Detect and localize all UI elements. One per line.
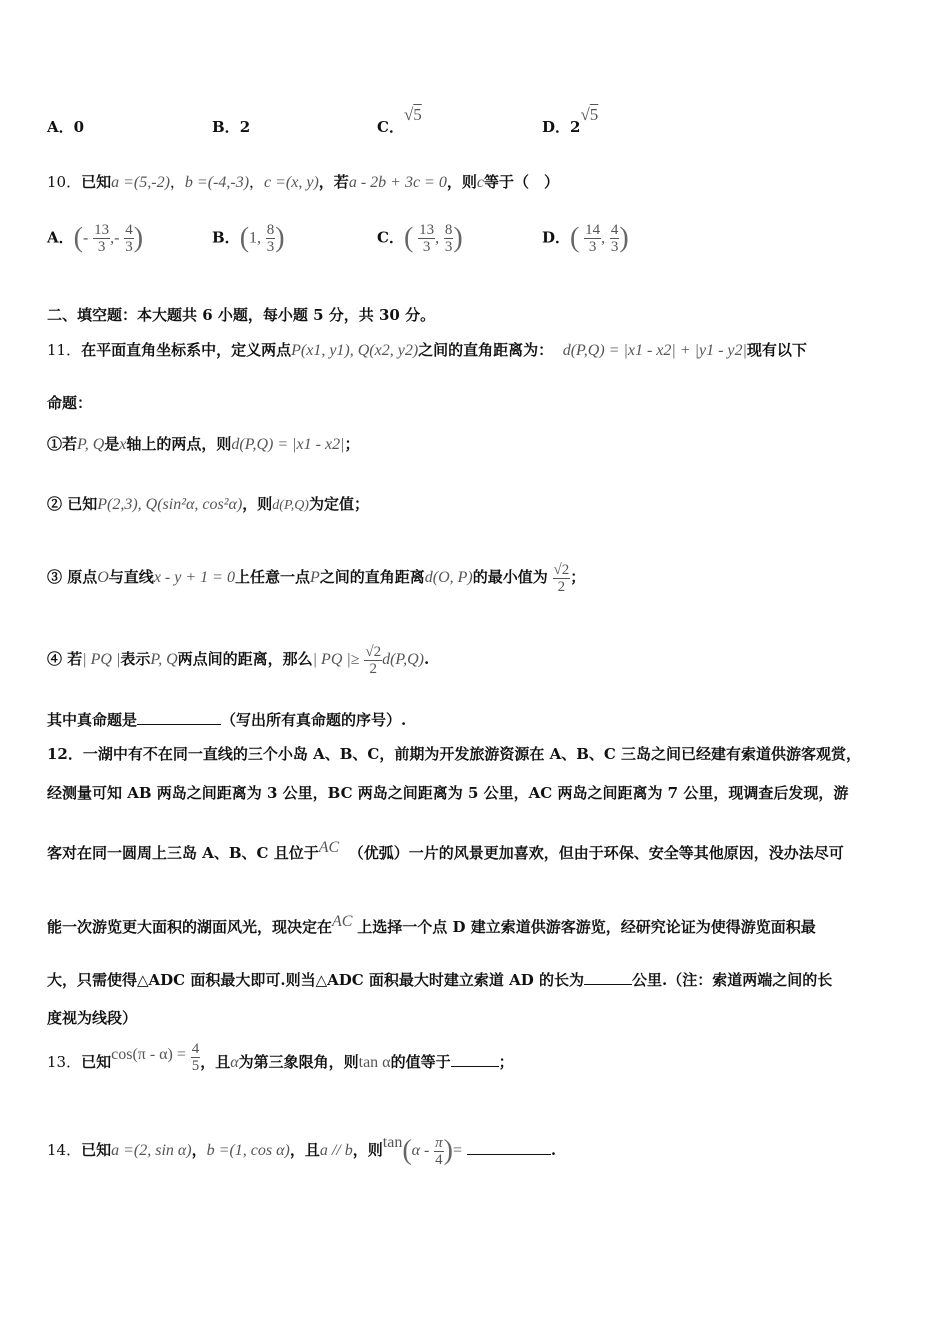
text: 已知 bbox=[81, 1053, 112, 1071]
arc-formula: AC bbox=[332, 913, 353, 930]
text: 为第三象限角，则 bbox=[238, 1053, 359, 1071]
q12-line-1: 12．一湖中有不在同一直线的三个小岛 A、B、C，前期为开发旅游资源在 A、B、C 三岛之间已经建有索道供游客观赏， bbox=[47, 745, 862, 763]
formula: d(P,Q) bbox=[272, 498, 309, 513]
answer-blank[interactable] bbox=[137, 710, 221, 725]
text: 两点间的距离，那么 bbox=[177, 650, 313, 668]
formula: P, Q bbox=[150, 651, 178, 668]
q10-stem: 10．已知a =(5,-2)，b =(-4,-3)，c =(x, y)，若a - 2b + 3c = 0，则c等于（ ） bbox=[47, 173, 559, 191]
text: ，且 bbox=[289, 1141, 320, 1159]
option-label: B． bbox=[212, 228, 240, 247]
option-label: B． bbox=[212, 118, 240, 136]
q10-option-d: D．( $\frac{14}{3}$ , $\frac{4}{3}$ ) bbox=[542, 222, 629, 255]
q14-stem: 14．已知a =(2, sin α)，b =(1, cos α)，且a // b，则tan(α - $\frac{\pi}{4}$ )= . bbox=[47, 1134, 557, 1168]
q11-stem-cont: 命题： bbox=[47, 394, 93, 412]
text: 是 bbox=[104, 435, 120, 453]
formula: a =(5,-2) bbox=[111, 174, 170, 191]
numerator: 14 bbox=[585, 222, 601, 238]
question-number: 13． bbox=[47, 1053, 82, 1071]
option-root: 5 bbox=[589, 105, 599, 124]
formula: P, Q bbox=[77, 436, 105, 453]
numerator: 13 bbox=[94, 222, 110, 238]
fraction bbox=[93, 222, 110, 255]
q9-option-b bbox=[212, 116, 250, 137]
numerator: π bbox=[435, 1134, 443, 1151]
text: （优弧）一片的风景更加喜欢，但由于环保、安全等其他原因，没办法尽可 bbox=[348, 844, 844, 862]
text: ，且 bbox=[200, 1053, 231, 1071]
q11-proposition-3 bbox=[47, 560, 585, 595]
q12-line-2: 经测量可知 AB 两岛之间距离为 3 公里，BC 两岛之间距离为 5 公里，AC 两岛之间距离为 7 公里，现调查后发现，游 bbox=[47, 784, 849, 802]
text: 已知 bbox=[81, 1141, 112, 1159]
fraction bbox=[191, 1041, 201, 1074]
q9-option-d: D．2√5 bbox=[542, 105, 599, 136]
formula: | PQ | bbox=[82, 651, 121, 668]
denominator: 3 bbox=[125, 239, 133, 255]
formula: d(P,Q) = |x1 - x2| bbox=[231, 436, 345, 453]
formula: = bbox=[453, 1142, 463, 1159]
text: ，则 bbox=[242, 495, 273, 513]
formula: a =(2, sin α) bbox=[111, 1142, 192, 1159]
question-number: 10． bbox=[47, 173, 82, 191]
text: （写出所有真命题的序号）. bbox=[221, 711, 407, 729]
text: 的最小值为 bbox=[472, 568, 548, 586]
formula: x - y + 1 = 0 bbox=[153, 569, 235, 586]
text: 上选择一个点 D 建立索道供游客游览，经研究论证为使得游览面积最 bbox=[357, 918, 816, 936]
formula: P bbox=[309, 569, 320, 586]
option-label: D． bbox=[542, 118, 571, 136]
formula: a - 2b + 3c = 0 bbox=[348, 174, 447, 191]
option-label: C． bbox=[377, 228, 404, 247]
text: 的值等于 bbox=[390, 1053, 451, 1071]
denominator: 3 bbox=[97, 239, 106, 255]
option-label: A． bbox=[47, 118, 74, 136]
denominator: 3 bbox=[444, 239, 453, 255]
numerator: 8 bbox=[266, 222, 275, 238]
numerator: √2 bbox=[365, 643, 382, 660]
formula: tan bbox=[382, 1134, 403, 1151]
text: ； bbox=[498, 1053, 514, 1071]
text: ， bbox=[191, 1141, 207, 1159]
text: 轴上的两点，则 bbox=[126, 435, 232, 453]
q10-option-a: A．(- $\frac{13}{3}$ ,- $\frac{4}{3}$ ) bbox=[47, 222, 144, 255]
formula: b =(1, cos α) bbox=[206, 1142, 290, 1159]
fraction bbox=[444, 222, 454, 255]
option-value: 0 bbox=[73, 118, 85, 136]
question-number: 14． bbox=[47, 1141, 82, 1159]
text: ④ 若 bbox=[47, 650, 83, 668]
text: 能一次游览更大面积的湖面风光，现决定在 bbox=[47, 918, 333, 936]
denominator: 4 bbox=[435, 1151, 443, 1168]
formula: P(x1, y1), Q(x2, y2) bbox=[291, 342, 419, 359]
denominator: 5 bbox=[191, 1057, 200, 1074]
q11-stem bbox=[47, 340, 807, 361]
fraction bbox=[124, 222, 134, 255]
option-value: 5 bbox=[413, 105, 422, 124]
numerator: 4 bbox=[125, 222, 133, 238]
denominator: 3 bbox=[588, 239, 597, 255]
denominator: 3 bbox=[610, 239, 619, 255]
text: 在平面直角坐标系中，定义两点 bbox=[81, 341, 292, 359]
q13-stem bbox=[47, 1042, 514, 1083]
q10-option-c: C．( $\frac{13}{3}$ , $\frac{8}{3}$ ) bbox=[377, 222, 463, 255]
text: 大，只需使得△ADC 面积最大即可.则当△ADC 面积最大时建立索道 AD 的长为 bbox=[47, 971, 584, 989]
formula: d(P,Q) bbox=[382, 651, 424, 668]
text: 公里.（注：索道两端之间的长 bbox=[632, 971, 833, 989]
text: 上任意一点 bbox=[234, 568, 310, 586]
denominator: 3 bbox=[422, 239, 431, 255]
q12-line-5 bbox=[47, 970, 832, 990]
formula: α bbox=[230, 1054, 239, 1071]
text: ； bbox=[570, 568, 586, 586]
q12-line-6: 度视为线段） bbox=[47, 1009, 138, 1027]
text: 之间的直角距离为： bbox=[418, 341, 554, 359]
text: 与直线 bbox=[108, 568, 154, 586]
text: . bbox=[424, 650, 430, 668]
value: 1, bbox=[249, 229, 262, 247]
fraction bbox=[266, 222, 276, 255]
denominator: 2 bbox=[557, 578, 566, 595]
answer-blank[interactable] bbox=[584, 970, 632, 985]
formula: c bbox=[476, 174, 484, 191]
numerator: 4 bbox=[191, 1040, 200, 1057]
option-value: 2 bbox=[239, 118, 251, 136]
q11-proposition-4 bbox=[47, 642, 429, 677]
text: 客对在同一圆周上三岛 A、B、C 且位于 bbox=[47, 844, 319, 862]
answer-blank[interactable] bbox=[467, 1140, 551, 1155]
text: 表示 bbox=[120, 650, 151, 668]
formula: b =(-4,-3) bbox=[184, 174, 250, 191]
numerator: 13 bbox=[419, 222, 435, 238]
text: 其中真命题是 bbox=[47, 711, 138, 729]
q9-option-a bbox=[47, 116, 84, 137]
text: ，则 bbox=[446, 173, 477, 191]
text: ③ 原点 bbox=[47, 568, 98, 586]
formula: a // b bbox=[319, 1142, 353, 1159]
denominator: 3 bbox=[266, 239, 275, 255]
sign: - bbox=[114, 229, 120, 247]
formula: O bbox=[97, 569, 109, 586]
formula: x bbox=[119, 436, 127, 453]
formula: α - bbox=[411, 1142, 430, 1159]
text: . bbox=[550, 1141, 557, 1159]
question-number: 11． bbox=[47, 341, 82, 359]
denominator: 2 bbox=[369, 660, 377, 677]
text: 已知 bbox=[81, 173, 112, 191]
formula: d(P,Q) = |x1 - x2| + |y1 - y2| bbox=[562, 342, 747, 359]
q10-option-b: B．(1, $\frac{8}{3}$ ) bbox=[212, 222, 285, 255]
fraction bbox=[418, 222, 435, 255]
formula: P(2,3), Q(sin²α, cos²α) bbox=[97, 496, 243, 513]
fraction bbox=[434, 1135, 444, 1168]
formula: | PQ |≥ bbox=[312, 651, 360, 668]
formula: c =(x, y) bbox=[264, 174, 319, 191]
text: 之间的直角距离 bbox=[319, 568, 425, 586]
formula: d(O, P) bbox=[424, 569, 473, 586]
answer-blank[interactable] bbox=[451, 1052, 499, 1067]
formula: cos(π - α) = bbox=[111, 1046, 186, 1063]
formula: tan α bbox=[358, 1054, 391, 1071]
fraction bbox=[584, 222, 601, 255]
option-label: A． bbox=[47, 228, 74, 247]
text: ； bbox=[344, 435, 360, 453]
text: 为定值； bbox=[308, 495, 369, 513]
text: 现有以下 bbox=[746, 341, 807, 359]
q9-option-c: C．√5 bbox=[377, 105, 422, 136]
sign: - bbox=[82, 229, 89, 247]
numerator: 8 bbox=[444, 222, 453, 238]
text: ，若 bbox=[318, 173, 349, 191]
fraction bbox=[553, 562, 571, 595]
q11-proposition-2 bbox=[47, 494, 369, 516]
q11-proposition-1 bbox=[47, 434, 359, 455]
option-value: 2 bbox=[570, 118, 581, 136]
numerator: √2 bbox=[553, 561, 570, 578]
section-heading: 二、填空题：本大题共 6 小题，每小题 5 分，共 30 分。 bbox=[47, 306, 436, 324]
text: 等于（ ） bbox=[483, 173, 559, 191]
fraction bbox=[364, 644, 382, 677]
arc-formula: AC bbox=[318, 839, 340, 856]
option-label: D． bbox=[542, 228, 571, 247]
numerator: 4 bbox=[610, 222, 619, 238]
text: ①若 bbox=[47, 435, 78, 453]
option-label: C． bbox=[377, 118, 404, 136]
q11-answer-line bbox=[47, 710, 406, 730]
text: ② 已知 bbox=[47, 495, 98, 513]
q12-line-4 bbox=[47, 912, 816, 943]
fraction bbox=[610, 222, 620, 255]
text: ，则 bbox=[352, 1141, 383, 1159]
q12-line-3 bbox=[47, 838, 844, 869]
